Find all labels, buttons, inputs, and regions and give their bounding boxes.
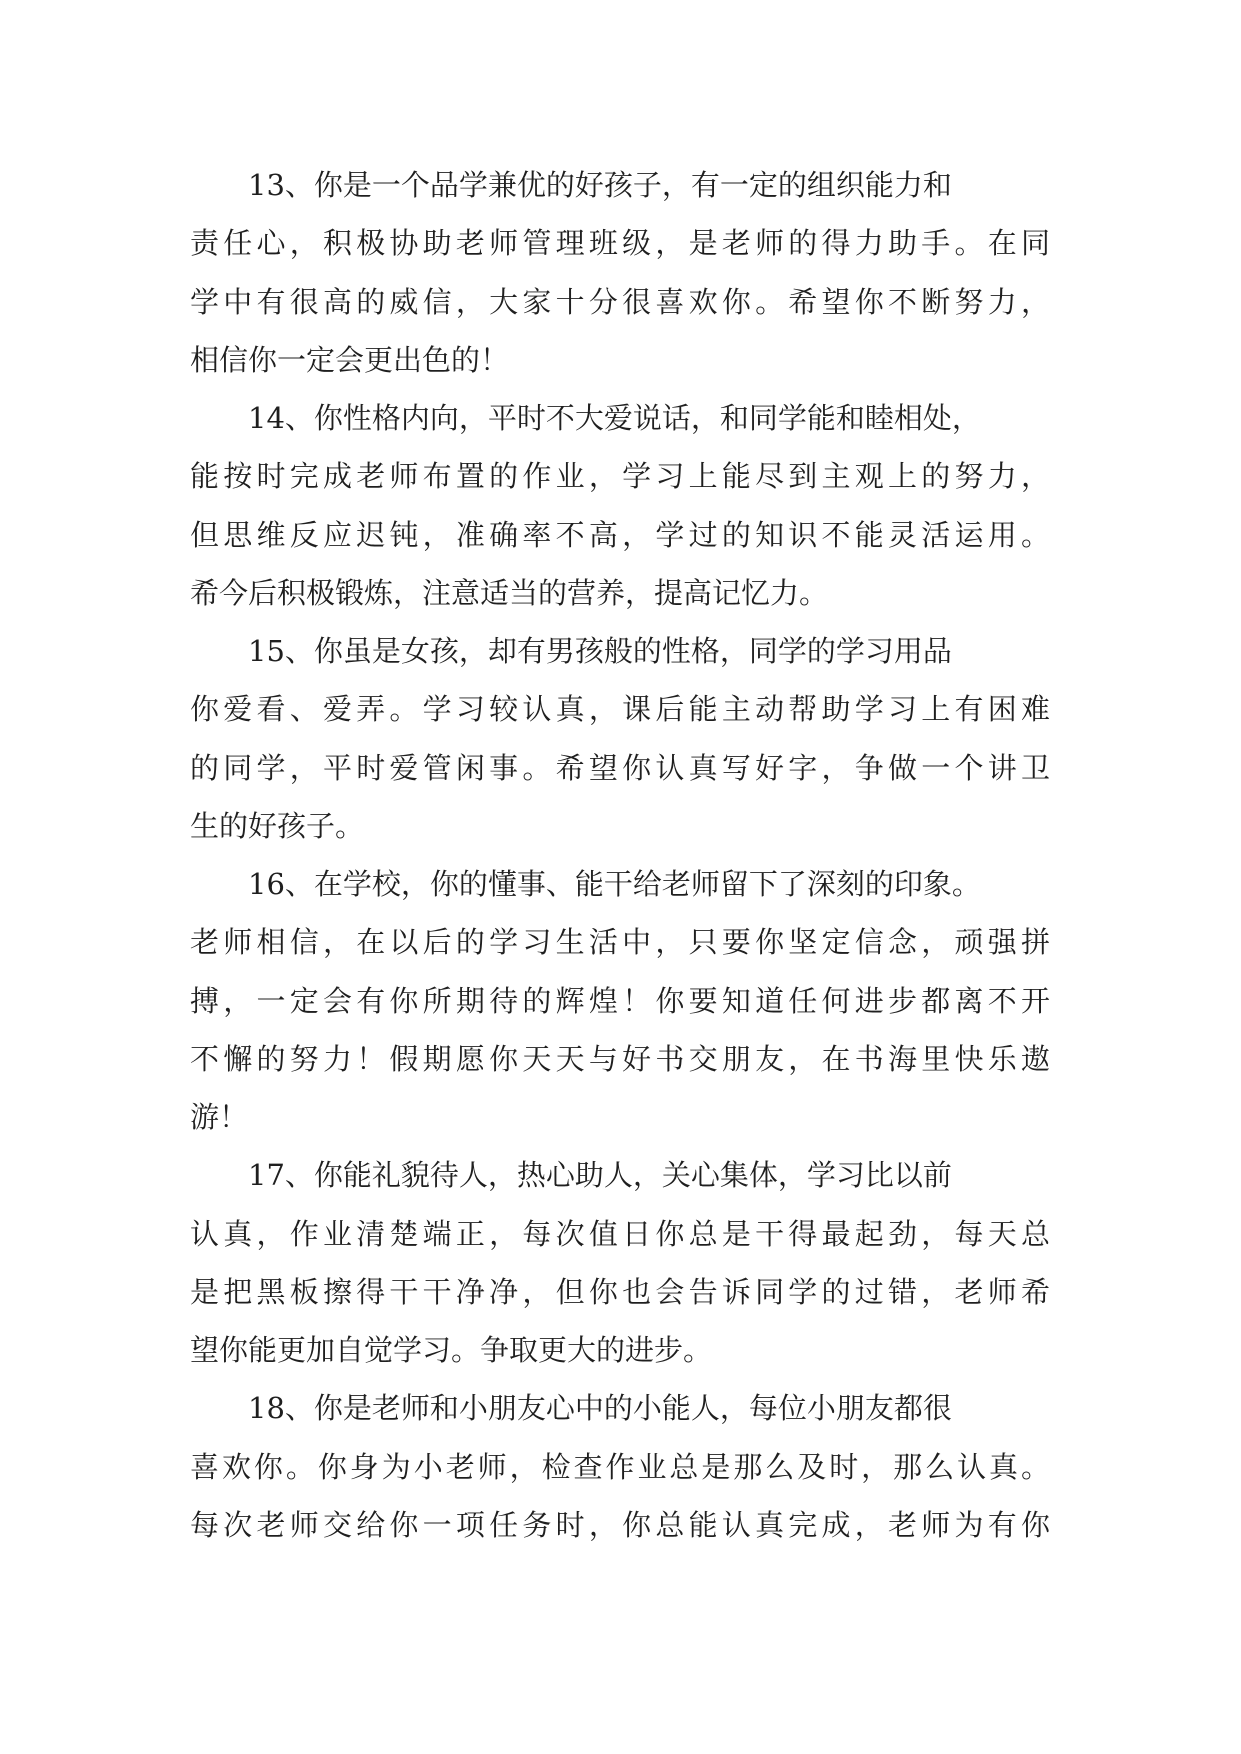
paragraph-line: 老师相信，在以后的学习生活中，只要你坚定信念，顽强拼 — [190, 925, 1050, 960]
paragraph-line: 14、你性格内向，平时不大爱说话，和同学能和睦相处， — [248, 401, 981, 435]
paragraph — [190, 389, 1050, 622]
paragraph-line: 学中有很高的威信，大家十分很喜欢你。希望你不断努力， — [190, 284, 1050, 319]
paragraph-line: 能按时完成老师布置的作业，学习上能尽到主观上的努力， — [190, 459, 1050, 494]
paragraph-line: 生的好孩子。 — [190, 808, 365, 843]
paragraph-line: 但思维反应迟钝，准确率不高，学过的知识不能灵活运用。 — [190, 517, 1050, 552]
paragraph-line: 17、你能礼貌待人，热心助人，关心集体，学习比以前 — [248, 1158, 952, 1193]
paragraph-line: 18、你是老师和小朋友心中的小能人，每位小朋友都很 — [248, 1391, 952, 1426]
paragraph-line: 认真，作业清楚端正，每次值日你总是干得最起劲，每天总 — [190, 1216, 1050, 1251]
paragraph — [190, 1146, 1050, 1379]
paragraph — [190, 156, 1050, 389]
paragraph-line: 望你能更加自觉学习。争取更大的进步。 — [190, 1333, 713, 1367]
paragraph-line: 的同学，平时爱管闲事。希望你认真写好字，争做一个讲卫 — [190, 750, 1050, 785]
paragraph-line: 搏，一定会有你所期待的辉煌！你要知道任何进步都离不开 — [190, 983, 1050, 1018]
paragraph-line: 希今后积极锻炼，注意适当的营养，提高记忆力。 — [190, 575, 829, 610]
paragraph-line: 喜欢你。你身为小老师，检查作业总是那么及时，那么认真。 — [190, 1449, 1050, 1484]
paragraph-line: 是把黑板擦得干干净净，但你也会告诉同学的过错，老师希 — [190, 1274, 1050, 1309]
paragraph-line: 责任心，积极协助老师管理班级，是老师的得力助手。在同 — [190, 226, 1050, 261]
paragraph-line: 13、你是一个品学兼优的好孩子，有一定的组织能力和 — [248, 168, 952, 202]
paragraph-line: 不懈的努力！假期愿你天天与好书交朋友，在书海里快乐遨 — [190, 1041, 1050, 1076]
paragraph-line: 15、你虽是女孩，却有男孩般的性格，同学的学习用品 — [248, 634, 952, 668]
paragraph — [190, 622, 1050, 855]
paragraph-line: 每次老师交给你一项任务时，你总能认真完成，老师为有你 — [190, 1507, 1050, 1542]
paragraph-line: 相信你一定会更出色的！ — [190, 342, 510, 377]
paragraph — [190, 1379, 1050, 1554]
paragraph — [190, 855, 1050, 1146]
paragraph-line: 游！ — [190, 1100, 249, 1134]
document-body — [190, 156, 1050, 1554]
paragraph-line: 16、在学校，你的懂事、能干给老师留下了深刻的印象。 — [248, 867, 981, 901]
paragraph-line: 你爱看、爱弄。学习较认真，课后能主动帮助学习上有困难 — [190, 692, 1050, 727]
